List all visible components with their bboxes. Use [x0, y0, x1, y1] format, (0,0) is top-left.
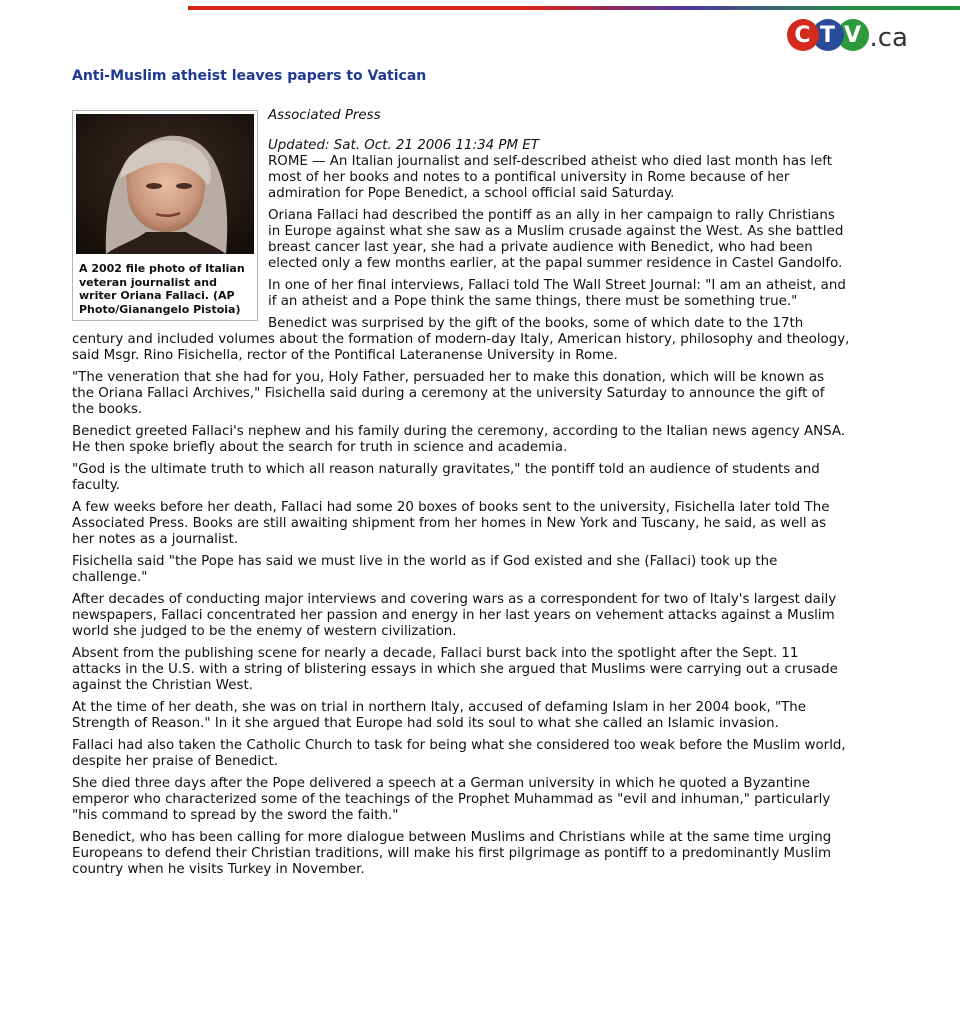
- article-paragraph: Benedict, who has been calling for more dialogue between Muslims and Christians while at the same time urging Europeans to defend their Christian traditions, will make his first pilgrimage as pontiff to a predominantly Muslim country when he visits Turkey in November.: [72, 830, 832, 877]
- ctv-logo[interactable]: [787, 18, 909, 52]
- article-paragraph: Absent from the publishing scene for nearly a decade, Fallaci burst back into the spotlight after the Sept. 11 attacks in the U.S. with a string of blistering essays in which she argued that Muslims were carrying out a crusade against the Christian West.: [72, 646, 838, 693]
- article-paragraph: Oriana Fallaci had described the pontiff as an ally in her campaign to rally Christians in Europe against what she saw as a Muslim crusade against the West. As she battled breast cancer last year, she had a private audience with Benedict, who had been elected only a few months earlier, at the papal summer residence in Castel Gandolfo.: [268, 208, 844, 271]
- article-paragraph: A few weeks before her death, Fallaci had some 20 boxes of books sent to the university, Fisichella later told The Associated Press. Books are still awaiting shipment from her homes in New York and Tuscany, he said, as well as her notes as a journalist.: [72, 500, 830, 547]
- logo-suffix: .ca: [869, 23, 908, 53]
- article-source: Associated Press: [268, 108, 381, 123]
- article-paragraph: Fisichella said "the Pope has said we must live in the world as if God existed and she (Fallaci) took up the challenge.": [72, 554, 778, 585]
- logo-letter-t: T: [812, 19, 844, 51]
- photo-caption: A 2002 file photo of Italian veteran journalist and writer Oriana Fallaci. (AP Photo/Gianangelo Pistoia): [79, 262, 245, 316]
- photo-box: [72, 110, 258, 321]
- logo-letter-v: V: [837, 19, 869, 51]
- article-paragraph: Benedict greeted Fallaci's nephew and his family during the ceremony, according to the Italian news agency ANSA. He then spoke briefly about the search for truth in science and academia.: [72, 424, 846, 455]
- article-paragraph: After decades of conducting major interviews and covering wars as a correspondent for two of Italy's largest daily newspapers, Fallaci concentrated her passion and energy in her last years on vehement attacks against a Muslim world she judged to be the enemy of western civilization.: [72, 592, 837, 639]
- portrait-photo: [76, 114, 254, 254]
- article-paragraph: "God is the ultimate truth to which all reason naturally gravitates," the pontiff told an audience of students and faculty.: [72, 462, 820, 493]
- article-paragraph: She died three days after the Pope delivered a speech at a German university in which he quoted a Byzantine emperor who characterized some of the teachings of the Prophet Muhammad as "evil and inhuman," particularly "his command to spread by the sword the faith.": [72, 776, 831, 823]
- article-paragraph: In one of her final interviews, Fallaci told The Wall Street Journal: "I am an atheist, and if an atheist and a Pope think the same things, there must be something true.": [268, 278, 846, 309]
- article-body: [72, 108, 850, 884]
- article-paragraph: Benedict was surprised by the gift of the books, some of which date to the 17th century and included volumes about the formation of modern-day Italy, American history, philosophy and theology, said Msgr. Rino Fisichella, rector of the Pontifical Lateranense University in Rome.: [72, 316, 850, 363]
- logo-letter-c: C: [787, 19, 819, 51]
- article-headline: Anti-Muslim atheist leaves papers to Vatican: [72, 68, 427, 84]
- article-updated: Updated: Sat. Oct. 21 2006 11:34 PM ET: [268, 138, 539, 153]
- article-paragraph: At the time of her death, she was on trial in northern Italy, accused of defaming Islam in her 2004 book, "The Strength of Reason." In it she argued that Europe had sold its soul to what she called an Islamic invasion.: [72, 700, 807, 731]
- article-paragraph: "The veneration that she had for you, Holy Father, persuaded her to make this donation, which will be known as the Oriana Fallaci Archives," Fisichella said during a ceremony at the university Saturday to announce the gift of the books.: [72, 370, 825, 417]
- article-paragraph: ROME — An Italian journalist and self-described atheist who died last month has left most of her books and notes to a pontifical university in Rome because of her admiration for Pope Benedict, a school official said Saturday.: [268, 154, 832, 201]
- header-color-rule: [188, 6, 960, 10]
- article-paragraph: Fallaci had also taken the Catholic Church to task for being what she considered too weak before the Muslim world, despite her praise of Benedict.: [72, 738, 846, 769]
